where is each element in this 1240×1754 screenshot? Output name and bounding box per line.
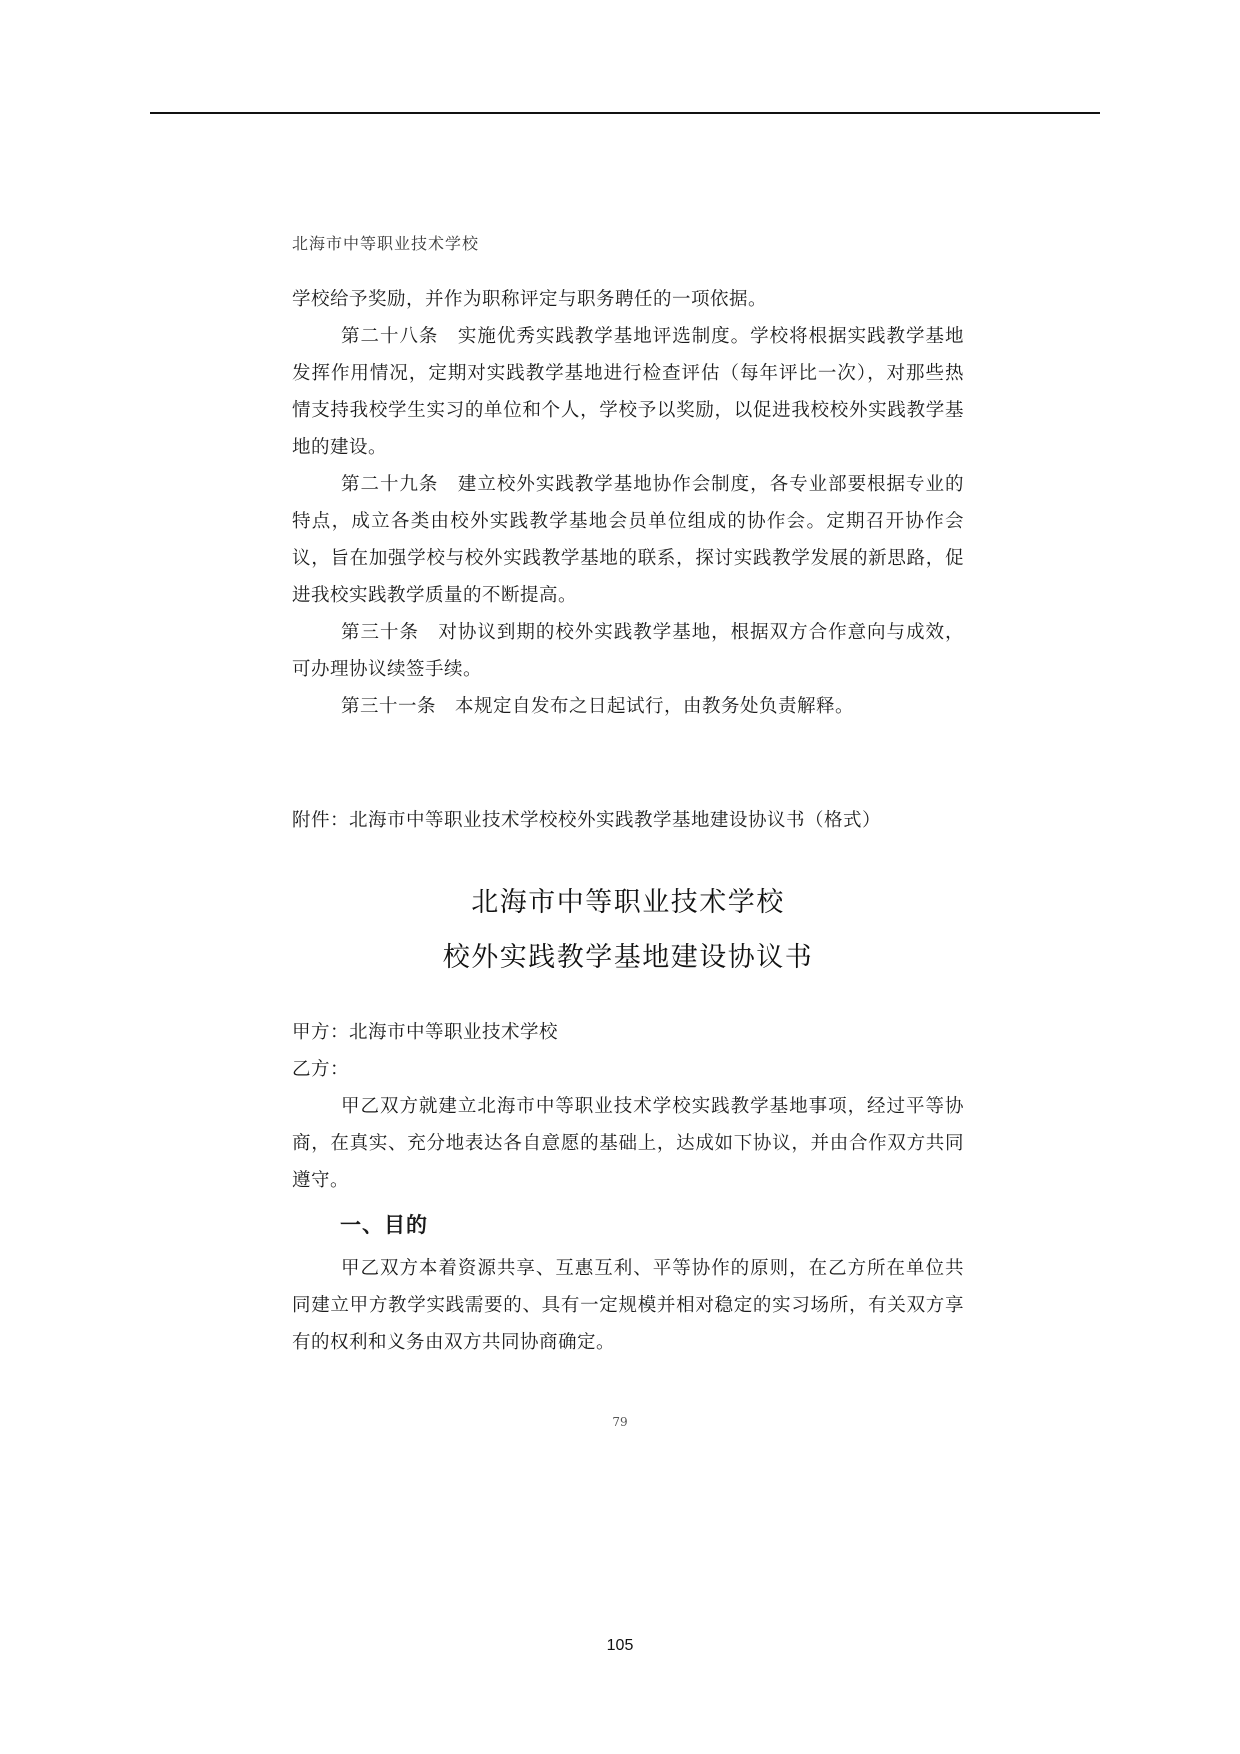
article-31: 第三十一条 本规定自发布之日起试行，由教务处负责解释。	[341, 696, 855, 717]
paragraph-continuation: 学校给予奖励，并作为职称评定与职务聘任的一项依据。	[292, 289, 768, 310]
agreement-title-line2: 校外实践教学基地建设协议书	[442, 942, 814, 973]
section-purpose-text: 甲乙双方本着资源共享、互惠互利、平等协作的原则，在乙方所在单位共同建立甲方教学实践需要的、具有一定规模并相对稳定的实习场所，有关双方享有的权利和义务由双方共同协商确定。	[292, 1258, 964, 1353]
running-header: 北海市中等职业技术学校	[292, 234, 480, 253]
inner-page-number: 79	[612, 1415, 628, 1429]
agreement-preamble: 甲乙双方就建立北海市中等职业技术学校实践教学基地事项，经过平等协商，在真实、充分地表达各自意愿的基础上，达成如下协议，并由合作双方共同遵守。	[292, 1096, 964, 1191]
section-heading-purpose: 一、目的	[340, 1213, 428, 1237]
agreement-title-line1: 北海市中等职业技术学校	[471, 887, 785, 918]
party-a: 甲方：北海市中等职业技术学校	[292, 1022, 559, 1043]
header-rule	[150, 112, 1100, 114]
page-number: 105	[606, 1637, 634, 1654]
article-29: 第二十九条 建立校外实践教学基地协作会制度，各专业部要根据专业的特点，成立各类由校外实践教学基地会员单位组成的协作会。定期召开协作会议，旨在加强学校与校外实践教学基地的联系，探讨实践教学发展的新思路，促进我校实践教学质量的不断提高。	[292, 474, 964, 606]
attachment-note: 附件：北海市中等职业技术学校校外实践教学基地建设协议书（格式）	[292, 810, 882, 831]
article-28: 第二十八条 实施优秀实践教学基地评选制度。学校将根据实践教学基地发挥作用情况，定期对实践教学基地进行检查评估（每年评比一次），对那些热情支持我校学生实习的单位和个人，学校予以奖励，以促进我校校外实践教学基地的建设。	[292, 326, 964, 458]
article-30: 第三十条 对协议到期的校外实践教学基地，根据双方合作意向与成效，可办理协议续签手续。	[292, 622, 964, 680]
party-b: 乙方：	[292, 1059, 350, 1080]
